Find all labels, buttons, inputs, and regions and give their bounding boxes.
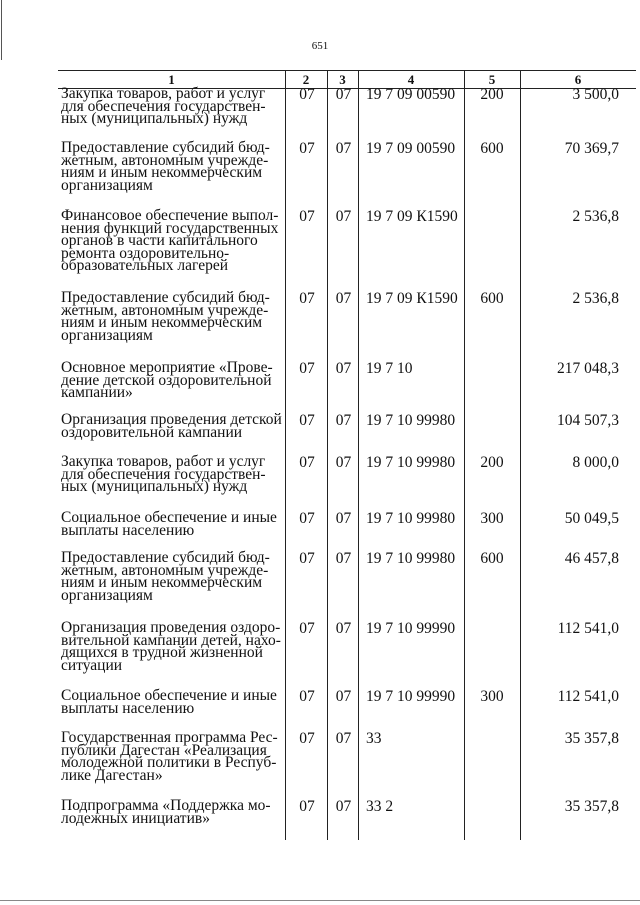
row-description: Социальное обеспечение и иные выплаты населению (61, 509, 277, 539)
row-amount: 35 357,8 (564, 730, 619, 747)
row-amount: 50 049,5 (564, 510, 619, 527)
row-target-article: 19 7 09 К1590 (366, 208, 458, 225)
row-section-code: 07 (299, 140, 315, 157)
header-col-2: 2 (302, 72, 310, 87)
row-description: Предоставление субсидий бюд-жетным, автономным учрежде-ниям и иным некоммерческим организациям (61, 289, 270, 344)
row-section-code: 07 (299, 688, 315, 705)
row-section-code: 07 (299, 620, 315, 637)
page-bottom-rule (0, 900, 640, 901)
row-amount: 2 536,8 (572, 208, 619, 225)
row-description: Организация проведения детской оздоровительной кампании (61, 411, 282, 441)
row-description: Организация проведения оздоро-вительной кампании детей, нахо-дящихся в трудной жизненной ситуации (61, 619, 281, 674)
row-expense-type: 300 (480, 510, 504, 527)
row-amount: 35 357,8 (564, 798, 619, 815)
header-col-4: 4 (407, 72, 415, 87)
header-col-1: 1 (168, 72, 175, 87)
row-section-code: 07 (299, 730, 315, 747)
row-amount: 46 457,8 (564, 550, 619, 567)
row-expense-type: 300 (480, 688, 504, 705)
row-amount: 217 048,3 (557, 360, 619, 377)
row-target-article: 19 7 09 К1590 (366, 290, 458, 307)
row-subsection-code: 07 (335, 620, 352, 637)
row-amount: 112 541,0 (557, 688, 619, 705)
row-expense-type: 600 (480, 550, 504, 567)
row-target-article: 19 7 10 99980 (366, 510, 456, 527)
row-target-article: 19 7 10 99990 (366, 688, 456, 705)
row-amount: 104 507,3 (557, 412, 619, 429)
row-amount: 70 369,7 (564, 140, 619, 157)
row-section-code: 07 (299, 798, 315, 815)
row-section-code: 07 (299, 550, 315, 567)
row-expense-type: 200 (480, 86, 504, 103)
row-expense-type: 200 (480, 454, 504, 471)
row-subsection-code: 07 (335, 290, 352, 307)
row-description: Социальное обеспечение и иные выплаты населению (61, 687, 277, 717)
row-subsection-code: 07 (335, 86, 352, 103)
row-section-code: 07 (299, 360, 315, 377)
page-number: 651 (311, 40, 329, 52)
row-subsection-code: 07 (335, 140, 352, 157)
header-col-6: 6 (574, 72, 582, 87)
row-section-code: 07 (299, 510, 315, 527)
row-section-code: 07 (299, 290, 315, 307)
row-expense-type: 600 (480, 290, 504, 307)
row-target-article: 19 7 10 99990 (366, 620, 456, 637)
row-target-article: 19 7 10 (366, 360, 413, 377)
column-divider (358, 70, 359, 840)
row-target-article: 19 7 10 99980 (366, 550, 456, 567)
column-divider (520, 70, 521, 840)
row-target-article: 33 2 (366, 798, 394, 815)
row-description: Основное мероприятие «Прове-дение детской оздоровительной кампании» (61, 359, 273, 402)
row-subsection-code: 07 (335, 730, 352, 747)
row-subsection-code: 07 (335, 510, 352, 527)
row-amount: 112 541,0 (557, 620, 619, 637)
row-subsection-code: 07 (335, 454, 352, 471)
row-amount: 8 000,0 (572, 454, 619, 471)
row-target-article: 19 7 09 00590 (366, 86, 456, 103)
row-description: Подпрограмма «Поддержка мо-лодежных инициатив» (61, 797, 271, 827)
header-col-5: 5 (488, 72, 496, 87)
row-subsection-code: 07 (335, 550, 352, 567)
row-amount: 2 536,8 (572, 290, 619, 307)
row-subsection-code: 07 (335, 798, 352, 815)
row-subsection-code: 07 (335, 688, 352, 705)
header-col-3: 3 (339, 72, 346, 87)
row-section-code: 07 (299, 412, 315, 429)
row-expense-type: 600 (480, 140, 504, 157)
row-description: Закупка товаров, работ и услуг для обеспечения государствен-ных (муниципальных) нужд (61, 453, 266, 496)
column-divider (464, 70, 465, 840)
row-subsection-code: 07 (335, 208, 352, 225)
budget-table (58, 70, 636, 840)
row-description: Финансовое обеспечение выпол-нения функций государственных органов в части капитального ремонта оздоровительно-образовательных лагерей (61, 207, 279, 275)
row-description: Предоставление субсидий бюд-жетным, автономным учрежде-ниям и иным некоммерческим организациям (61, 139, 270, 194)
row-target-article: 19 7 10 99980 (366, 412, 456, 429)
row-section-code: 07 (299, 454, 315, 471)
row-section-code: 07 (299, 208, 315, 225)
row-subsection-code: 07 (335, 360, 352, 377)
column-divider (285, 70, 286, 840)
column-divider (327, 70, 328, 840)
row-target-article: 19 7 09 00590 (366, 140, 456, 157)
row-description: Государственная программа Рес-публики Дагестан «Реализация молодежной политики в Респуб-лике Дагестан» (61, 729, 278, 784)
row-amount: 3 500,0 (572, 86, 619, 103)
row-description: Закупка товаров, работ и услуг для обеспечения государствен-ных (муниципальных) нужд (61, 85, 266, 128)
row-target-article: 19 7 10 99980 (366, 454, 456, 471)
row-target-article: 33 (366, 730, 382, 747)
row-subsection-code: 07 (335, 412, 352, 429)
row-description: Предоставление субсидий бюд-жетным, автономным учрежде-ниям и иным некоммерческим организациям (61, 549, 270, 604)
row-section-code: 07 (299, 86, 315, 103)
